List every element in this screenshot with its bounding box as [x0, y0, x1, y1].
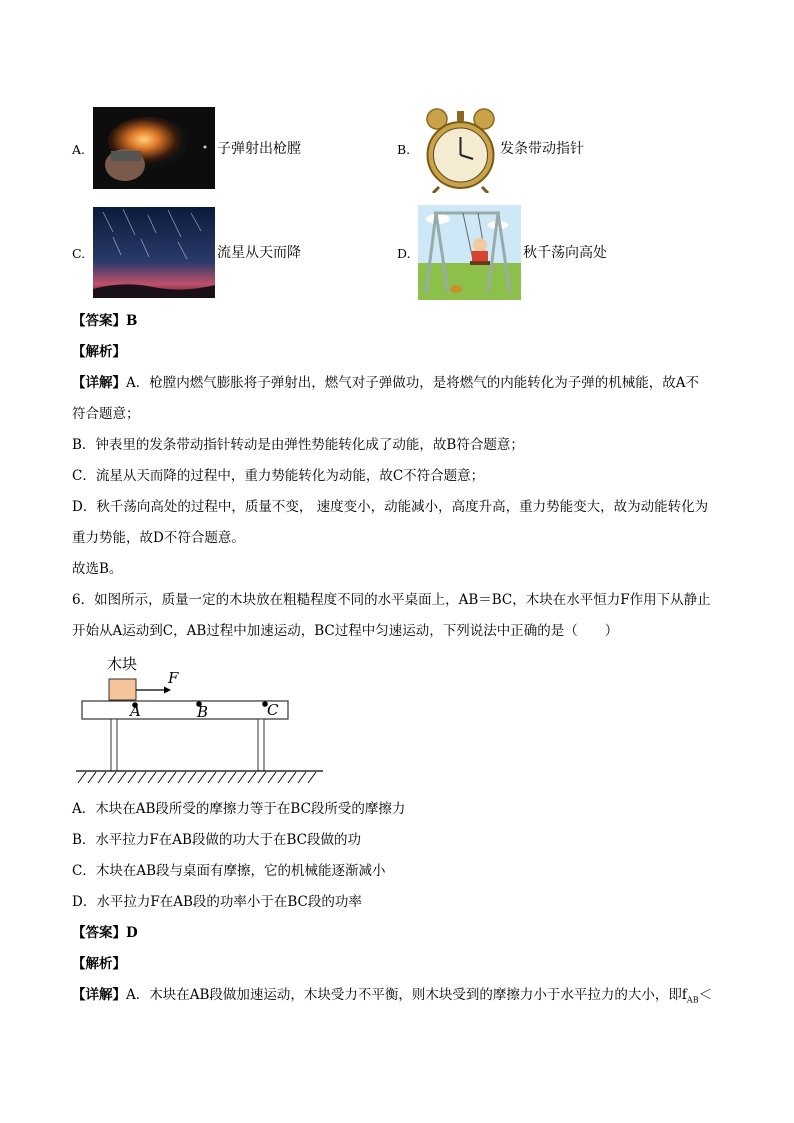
- q6-answer: 【答案】D: [72, 925, 138, 941]
- q6-option-b: B．水平拉力F在AB段做的功大于在BC段做的功: [72, 832, 361, 848]
- point-b-label: B: [197, 703, 209, 721]
- q6-detail-text: A．木块在AB段做加速运动，木块受力不平衡，则木块受到的摩擦力小于水平拉力的大小，即f: [126, 987, 687, 1003]
- q5-detail-d-line1: D．秋千荡向高处的过程中，质量不变， 速度变小，动能减小，高度升高，重力势能变大，故为动能转化为: [72, 499, 709, 515]
- q5-detail-a-line2: 符合题意；: [72, 406, 140, 422]
- swing-cartoon-icon: [418, 205, 521, 300]
- q5-answer: 【答案】B: [72, 313, 138, 329]
- option-a-label: A.: [72, 142, 86, 157]
- option-d-caption: 秋千荡向高处: [523, 245, 607, 261]
- q6-detail-tag: 【详解】: [72, 987, 126, 1003]
- q6-analysis-heading: 【解析】: [72, 956, 126, 972]
- gun-fire-photo-icon: [93, 107, 215, 189]
- option-c-label: C.: [72, 246, 86, 261]
- q6-detail-end: ＜: [698, 987, 713, 1003]
- q5-detail-a-line1: [72, 373, 699, 393]
- option-b-label: B.: [397, 142, 411, 157]
- q5-detail-d-line2: 重力势能，故D不符合题意。: [72, 530, 245, 546]
- option-a-caption: 子弹射出枪膛: [217, 141, 301, 157]
- q5-detail-b: B．钟表里的发条带动指针转动是由弹性势能转化成了动能，故B符合题意；: [72, 437, 524, 453]
- meteor-shower-photo-icon: [93, 207, 215, 298]
- force-label: F: [168, 669, 179, 687]
- q6-detail-subscript: AB: [686, 995, 699, 1005]
- q5-detail-a-text: A．枪膛内燃气膨胀将子弹射出，燃气对子弹做功，是将燃气的内能转化为子弹的机械能，故A不: [126, 375, 699, 391]
- q6-option-d: D．水平拉力F在AB段的功率小于在BC段的功率: [72, 894, 362, 910]
- q6-stem-line2: 开始从A运动到C，AB过程中加速运动，BC过程中匀速运动，下列说法中正确的是（ ）: [72, 623, 619, 639]
- q6-option-a: A．木块在AB段所受的摩擦力等于在BC段所受的摩擦力: [72, 801, 406, 817]
- option-c-caption: 流星从天而降: [217, 245, 301, 261]
- q5-detail-tag: 【详解】: [72, 375, 126, 391]
- q5-conclusion: 故选B。: [72, 561, 123, 577]
- option-d-label: D.: [397, 246, 411, 261]
- option-b-caption: 发条带动指针: [500, 141, 584, 157]
- q5-detail-c: C．流星从天而降的过程中，重力势能转化为动能，故C不符合题意；: [72, 468, 485, 484]
- point-c-label: C: [267, 701, 279, 719]
- block-label: 木块: [107, 655, 138, 673]
- q5-analysis-heading: 【解析】: [72, 344, 126, 360]
- q6-stem-line1: 6．如图所示，质量一定的木块放在粗糙程度不同的水平桌面上，AB＝BC，木块在水平恒力F作用下从静止: [72, 592, 711, 608]
- q6-figure: [72, 652, 332, 787]
- point-a-label: A: [130, 702, 141, 720]
- q6-detail-line1: [72, 985, 712, 1011]
- alarm-clock-icon: [423, 107, 498, 193]
- q6-option-c: C．木块在AB段与桌面有摩擦，它的机械能逐渐减小: [72, 863, 386, 879]
